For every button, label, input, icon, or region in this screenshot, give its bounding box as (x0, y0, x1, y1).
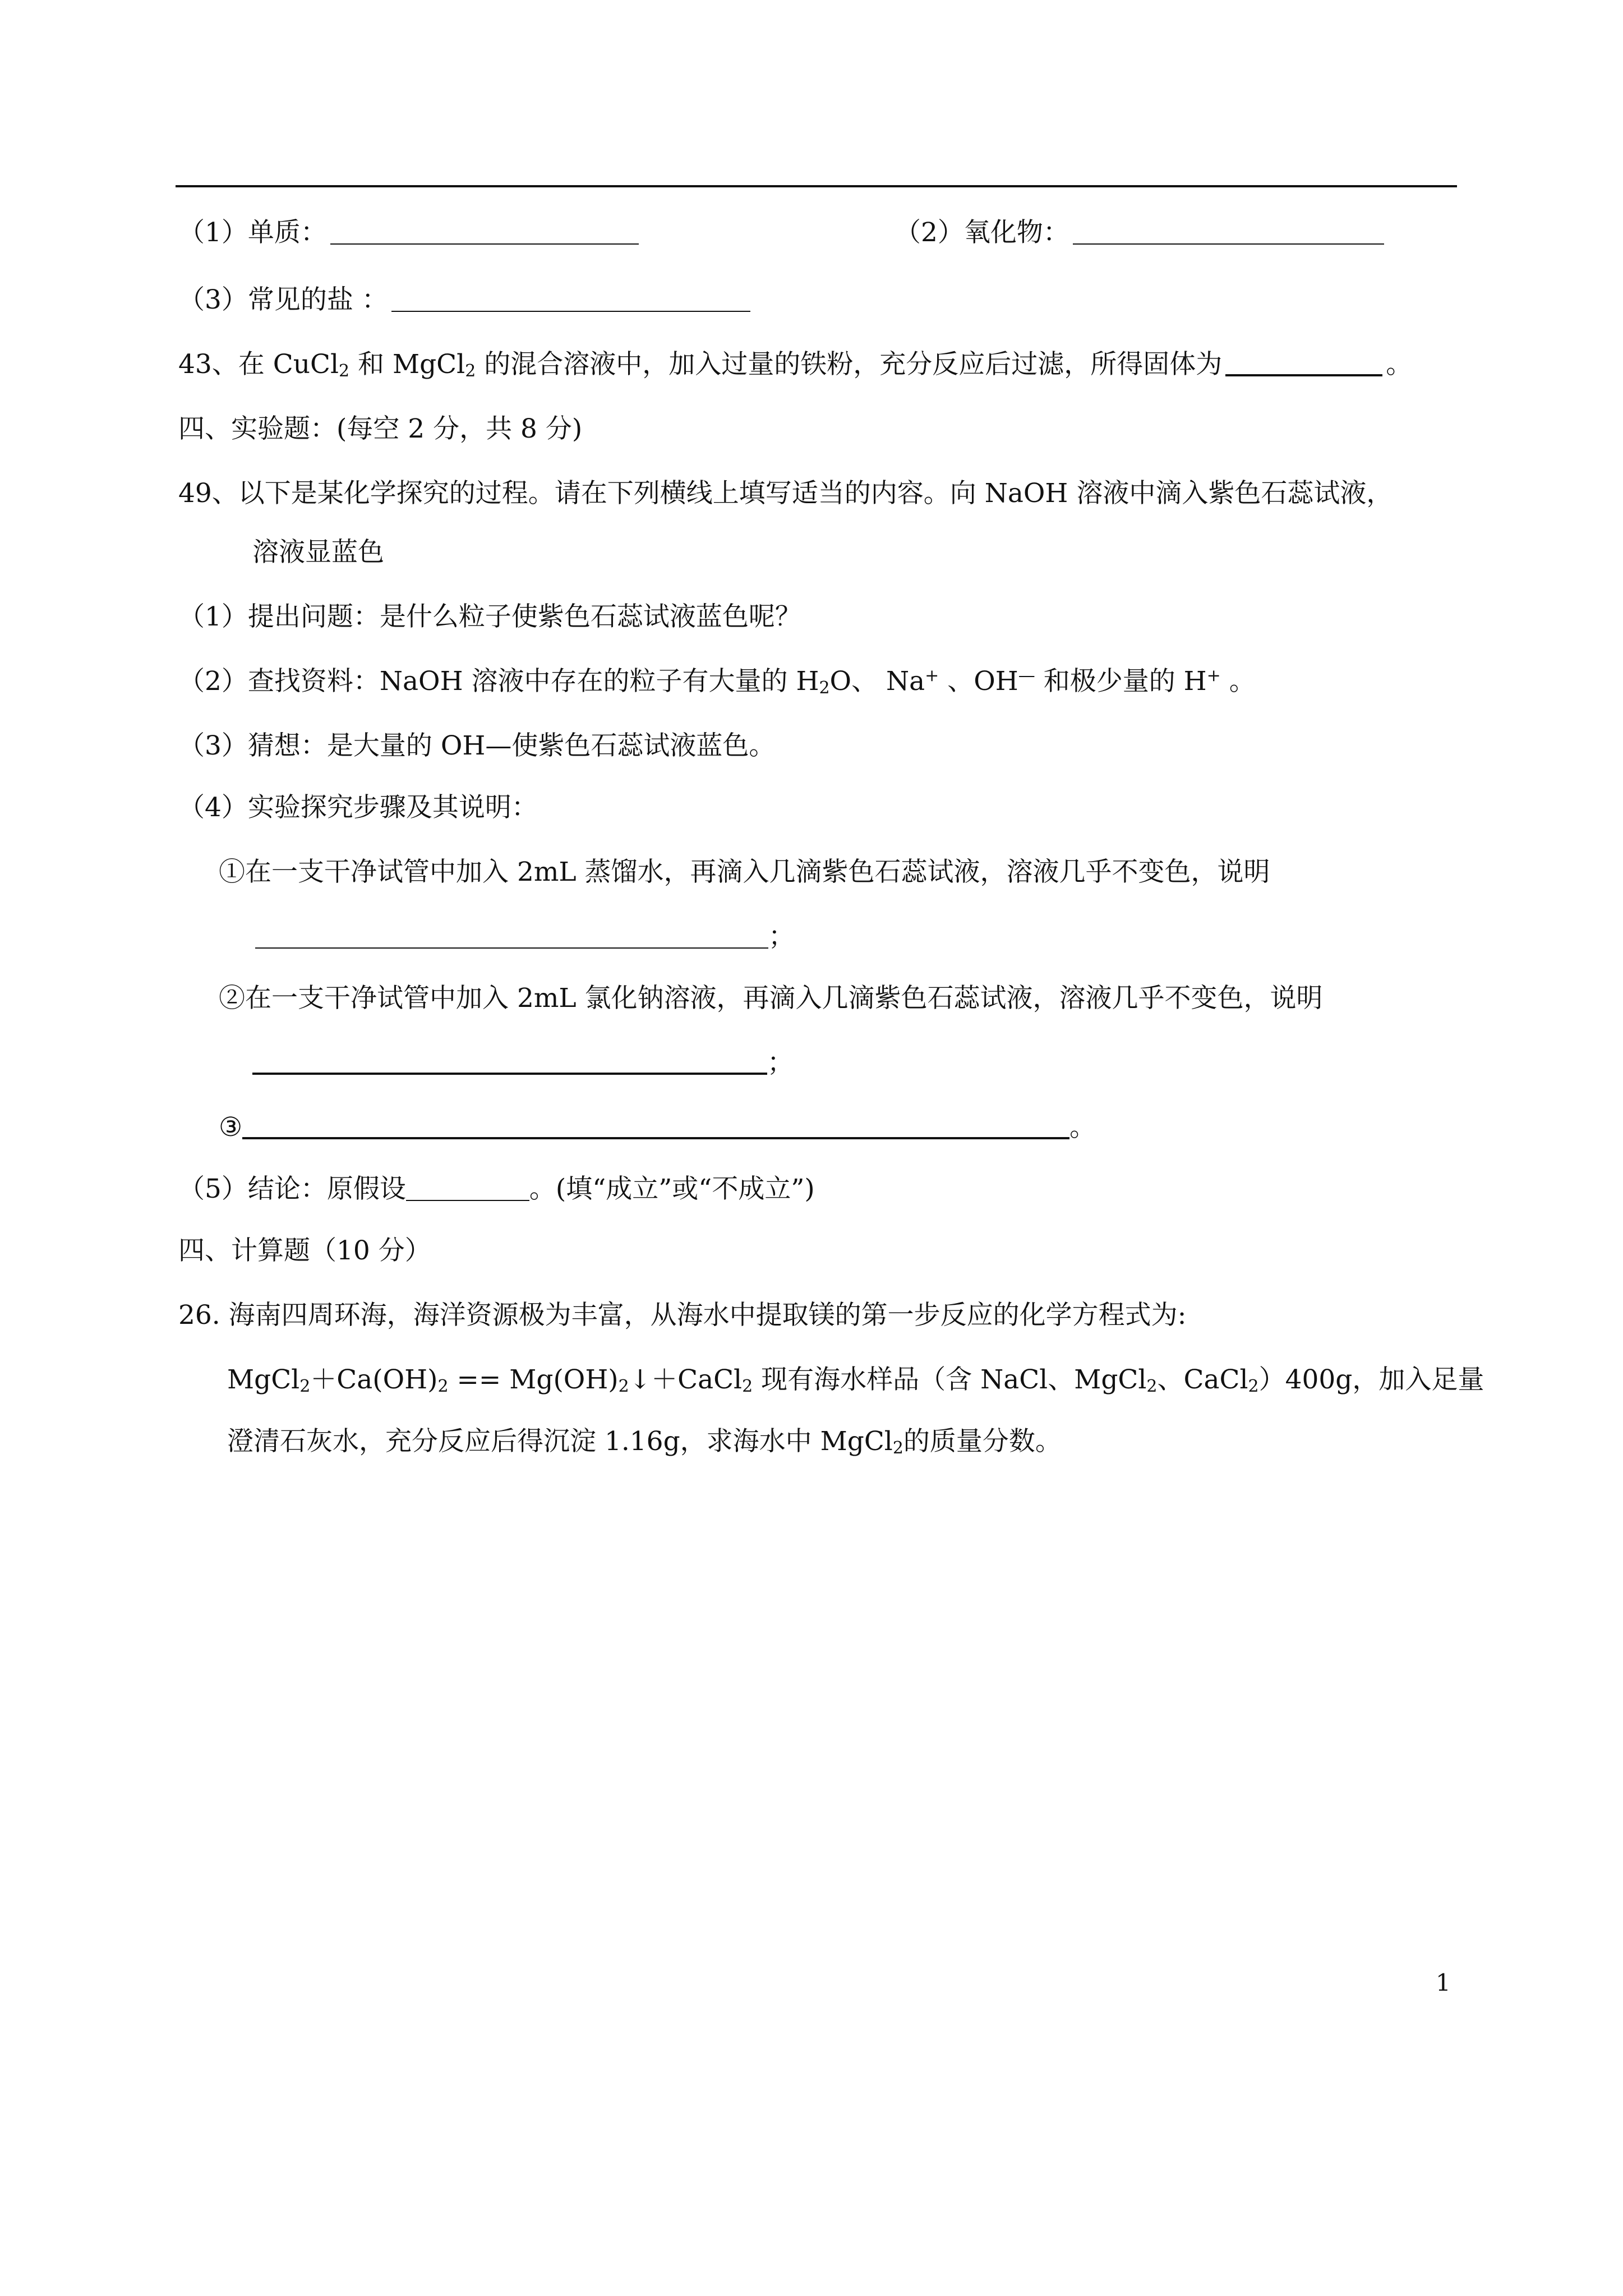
q49-p2-sup1: + (925, 666, 939, 685)
q43 (178, 348, 1412, 381)
section-title-calc: 四、计算题（10 分） (178, 1235, 431, 1266)
q42-row2 (178, 283, 754, 317)
q49-p1: （1）提出问题：是什么粒子使紫色石蕊试液蓝色呢？ (178, 601, 801, 632)
eq-e: 现有海水样品（含 NaCl、MgCl (753, 1364, 1147, 1395)
answer-blank-4[interactable] (1225, 349, 1382, 376)
q49-step3 (219, 1111, 1096, 1144)
eq-sub1: 2 (299, 1377, 311, 1396)
q49-line1: 49、以下是某化学探究的过程。请在下列横线上填写适当的内容。向 NaOH 溶液中滴入紫色石蕊试液， (178, 478, 1393, 509)
eq-sub5: 2 (1146, 1377, 1158, 1396)
q49-step3-num: ③ (219, 1112, 243, 1143)
eq-sub4: 2 (742, 1377, 753, 1396)
q43-end: 。 (1386, 349, 1413, 380)
q49-p2-sup3: + (1206, 666, 1221, 685)
q49-p2-b: O、 Na (829, 666, 925, 697)
header-rule (176, 185, 1457, 187)
q42-row1 (178, 216, 642, 250)
q49-step1-end: ； (768, 921, 795, 952)
answer-blank-7[interactable] (242, 1112, 1069, 1139)
q49-step3-end: 。 (1069, 1112, 1096, 1143)
q43-rest: 的混合溶液中，加入过量的铁粉，充分反应后过滤，所得固体为 (476, 349, 1223, 380)
page-number: 1 (1436, 1969, 1451, 1996)
q26-line3 (227, 1425, 1062, 1458)
eq-sub3: 2 (618, 1377, 629, 1396)
q42-row1b (895, 216, 1387, 250)
q49-p2-a: （2）查找资料：NaOH 溶液中存在的粒子有大量的 H (178, 666, 819, 697)
q49-line2: 溶液显蓝色 (252, 537, 384, 568)
q49-step1-answer (255, 920, 795, 954)
answer-blank-1[interactable] (330, 219, 639, 245)
q49-p2-e: 。 (1220, 666, 1256, 697)
answer-blank-2[interactable] (1073, 219, 1384, 245)
q49-p5-b: 。(填“成立”或“不成立”) (529, 1174, 815, 1204)
q49-p2-d: 和极少量的 H (1035, 666, 1207, 697)
q49-p3: （3）猜想：是大量的 OH—使紫色石蕊试液蓝色。 (178, 730, 776, 761)
eq-sub2: 2 (437, 1377, 449, 1396)
q49-p2 (178, 665, 1256, 698)
eq-a: MgCl (227, 1364, 300, 1395)
item3-label: （3）常见的盐 ： (178, 284, 388, 315)
eq-f: 、CaCl (1157, 1364, 1248, 1395)
q43-and: 和 (349, 349, 393, 380)
eq-sub6: 2 (1248, 1377, 1259, 1396)
q43-sub2: 2 (465, 361, 476, 381)
q26-line3-a: 澄清石灰水，充分反应后得沉淀 1.16g，求海水中 MgCl (227, 1426, 893, 1457)
item2-label: （2）氧化物： (895, 217, 1069, 248)
q26-line3-b: 的质量分数。 (903, 1426, 1062, 1457)
q49-p2-sub: 2 (819, 678, 830, 698)
answer-blank-5[interactable] (255, 923, 768, 949)
q49-step2-answer (252, 1046, 794, 1080)
q49-p2-c: 、OH (939, 666, 1018, 697)
item1-label: （1）单质： (178, 217, 327, 248)
q49-p4: （4）实验探究步骤及其说明： (178, 792, 538, 823)
eq-c: == Mg(OH) (448, 1364, 619, 1395)
q43-sub: 2 (338, 361, 350, 381)
q43-prefix: 43、在 (178, 349, 273, 380)
eq-g: ）400g，加入足量 (1258, 1364, 1484, 1395)
answer-blank-8[interactable] (406, 1175, 529, 1201)
q43-cucl: CuCl (273, 349, 339, 380)
answer-blank-3[interactable] (391, 286, 750, 312)
q49-p5 (178, 1172, 815, 1206)
eq-b: ＋Ca(OH) (310, 1364, 438, 1395)
q26-line3-sub: 2 (892, 1438, 903, 1458)
eq-d: ↓＋CaCl (629, 1364, 743, 1395)
section-title-experiment: 四、实验题：(每空 2 分，共 8 分) (178, 413, 583, 444)
answer-blank-6[interactable] (252, 1048, 767, 1075)
q49-step1: ①在一支干净试管中加入 2mL 蒸馏水，再滴入几滴紫色石蕊试液，溶液几乎不变色，说明 (219, 857, 1270, 887)
q43-mgcl: MgCl (392, 349, 465, 380)
q49-p2-sup2: — (1018, 666, 1035, 685)
q49-step2: ②在一支干净试管中加入 2mL 氯化钠溶液，再滴入几滴紫色石蕊试液，溶液几乎不变色，说明 (219, 983, 1323, 1014)
q26-equation (227, 1363, 1484, 1397)
q49-step2-end: ； (767, 1047, 794, 1078)
q49-p5-a: （5）结论：原假设 (178, 1174, 406, 1204)
q26-line1: 26. 海南四周环海，海洋资源极为丰富，从海水中提取镁的第一步反应的化学方程式为: (178, 1300, 1187, 1331)
